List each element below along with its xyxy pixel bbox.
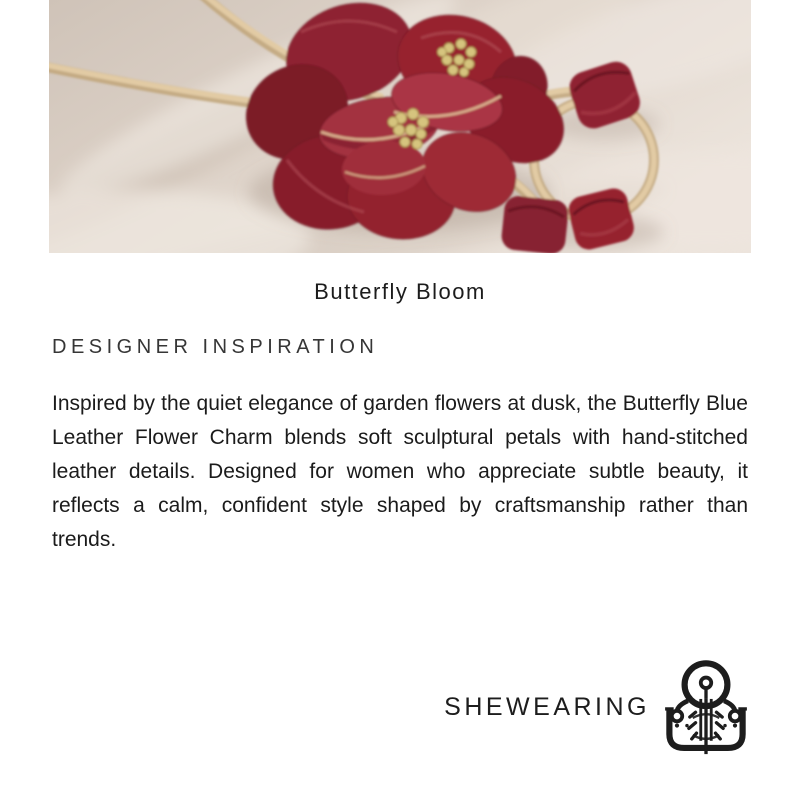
section-heading: DESIGNER INSPIRATION [52,336,379,358]
shewearing-emblem-icon [664,659,748,756]
product-title: Butterfly Bloom [314,279,486,304]
brand-footer [444,659,748,756]
product-photo [49,0,751,253]
brand-name: SHEWEARING [444,693,650,721]
inspiration-text: Inspired by the quiet elegance of garden flowers at dusk, the Butterfly Blue Leather Flower Charm blends soft sculptural petals with hand-stitched leather details. Designed for women who appreciate subtle beauty, it reflects a calm, confident style shaped by craftsmanship rather than trends. [52,392,748,551]
flower-charm-illustration [49,0,751,253]
